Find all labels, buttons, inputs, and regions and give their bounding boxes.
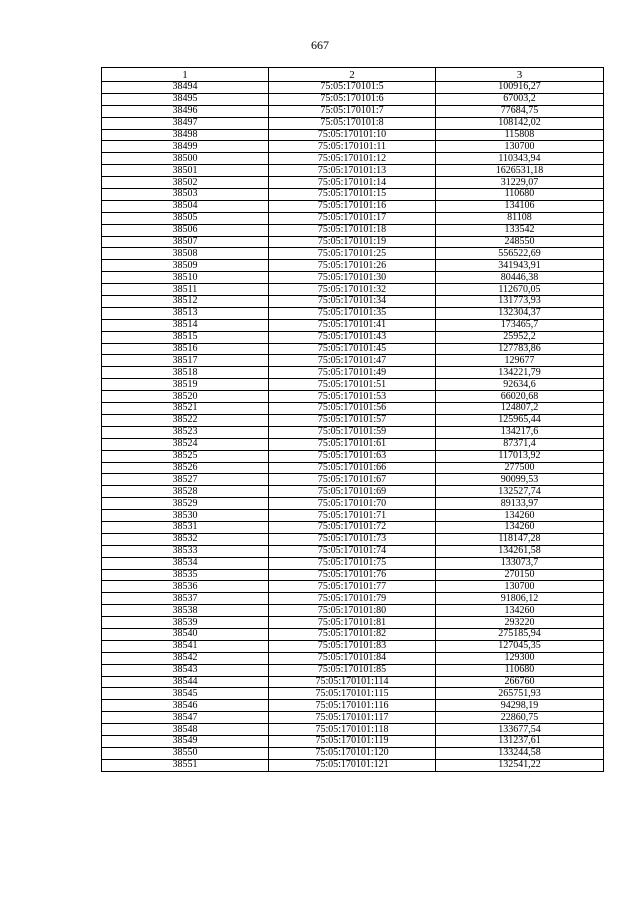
cadastral-number-cell: 75:05:170101:74 <box>269 545 436 557</box>
cadastral-number-cell: 75:05:170101:51 <box>269 379 436 391</box>
cadastral-number-cell: 75:05:170101:12 <box>269 153 436 165</box>
table-row <box>102 510 604 522</box>
table-row <box>102 224 604 236</box>
table-row <box>102 331 604 343</box>
value-cell: 22860,75 <box>436 712 604 724</box>
table-row <box>102 533 604 545</box>
table-row <box>102 129 604 141</box>
row-number-cell: 38518 <box>102 367 269 379</box>
cadastral-number-cell: 75:05:170101:35 <box>269 307 436 319</box>
cadastral-number-cell: 75:05:170101:63 <box>269 450 436 462</box>
row-number-cell: 38515 <box>102 331 269 343</box>
value-cell: 134221,79 <box>436 367 604 379</box>
table-body <box>102 82 604 772</box>
cadastral-number-cell: 75:05:170101:6 <box>269 93 436 105</box>
cadastral-number-cell: 75:05:170101:66 <box>269 462 436 474</box>
table-row <box>102 319 604 331</box>
cadastral-number-cell: 75:05:170101:72 <box>269 521 436 533</box>
cadastral-number-cell: 75:05:170101:30 <box>269 272 436 284</box>
header-cell-3: 3 <box>436 68 604 82</box>
table-row <box>102 652 604 664</box>
cadastral-number-cell: 75:05:170101:41 <box>269 319 436 331</box>
cadastral-number-cell: 75:05:170101:81 <box>269 617 436 629</box>
cadastral-number-cell: 75:05:170101:34 <box>269 296 436 308</box>
row-number-cell: 38535 <box>102 569 269 581</box>
cadastral-number-cell: 75:05:170101:85 <box>269 664 436 676</box>
row-number-cell: 38497 <box>102 117 269 129</box>
row-number-cell: 38531 <box>102 521 269 533</box>
cadastral-number-cell: 75:05:170101:57 <box>269 414 436 426</box>
value-cell: 110343,94 <box>436 153 604 165</box>
row-number-cell: 38509 <box>102 260 269 272</box>
row-number-cell: 38543 <box>102 664 269 676</box>
row-number-cell: 38505 <box>102 212 269 224</box>
row-number-cell: 38501 <box>102 165 269 177</box>
value-cell: 1626531,18 <box>436 165 604 177</box>
row-number-cell: 38510 <box>102 272 269 284</box>
cadastral-number-cell: 75:05:170101:82 <box>269 628 436 640</box>
value-cell: 112670,05 <box>436 284 604 296</box>
value-cell: 133073,7 <box>436 557 604 569</box>
value-cell: 92634,6 <box>436 379 604 391</box>
row-number-cell: 38544 <box>102 676 269 688</box>
value-cell: 25952,2 <box>436 331 604 343</box>
row-number-cell: 38523 <box>102 426 269 438</box>
value-cell: 131237,61 <box>436 735 604 747</box>
row-number-cell: 38540 <box>102 628 269 640</box>
row-number-cell: 38513 <box>102 307 269 319</box>
row-number-cell: 38517 <box>102 355 269 367</box>
table-row <box>102 189 604 201</box>
data-table <box>101 67 604 772</box>
row-number-cell: 38508 <box>102 248 269 260</box>
cadastral-number-cell: 75:05:170101:45 <box>269 343 436 355</box>
table-row <box>102 379 604 391</box>
value-cell: 127783,86 <box>436 343 604 355</box>
cadastral-number-cell: 75:05:170101:115 <box>269 688 436 700</box>
row-number-cell: 38549 <box>102 735 269 747</box>
row-number-cell: 38538 <box>102 605 269 617</box>
cadastral-number-cell: 75:05:170101:11 <box>269 141 436 153</box>
cadastral-number-cell: 75:05:170101:47 <box>269 355 436 367</box>
cadastral-number-cell: 75:05:170101:84 <box>269 652 436 664</box>
row-number-cell: 38537 <box>102 593 269 605</box>
value-cell: 134260 <box>436 521 604 533</box>
value-cell: 131773,93 <box>436 296 604 308</box>
row-number-cell: 38494 <box>102 82 269 94</box>
value-cell: 134217,6 <box>436 426 604 438</box>
value-cell: 129300 <box>436 652 604 664</box>
table-row <box>102 307 604 319</box>
row-number-cell: 38526 <box>102 462 269 474</box>
table-row <box>102 403 604 415</box>
value-cell: 80446,38 <box>436 272 604 284</box>
value-cell: 133244,58 <box>436 747 604 759</box>
cadastral-number-cell: 75:05:170101:117 <box>269 712 436 724</box>
cadastral-number-cell: 75:05:170101:18 <box>269 224 436 236</box>
cadastral-number-cell: 75:05:170101:76 <box>269 569 436 581</box>
row-number-cell: 38539 <box>102 617 269 629</box>
value-cell: 127045,35 <box>436 640 604 652</box>
cadastral-number-cell: 75:05:170101:19 <box>269 236 436 248</box>
table-row <box>102 593 604 605</box>
table-row <box>102 735 604 747</box>
row-number-cell: 38519 <box>102 379 269 391</box>
row-number-cell: 38522 <box>102 414 269 426</box>
row-number-cell: 38496 <box>102 105 269 117</box>
table-row <box>102 521 604 533</box>
table-row <box>102 581 604 593</box>
table-row <box>102 557 604 569</box>
row-number-cell: 38525 <box>102 450 269 462</box>
cadastral-number-cell: 75:05:170101:114 <box>269 676 436 688</box>
table-row <box>102 545 604 557</box>
cadastral-number-cell: 75:05:170101:32 <box>269 284 436 296</box>
table-row <box>102 700 604 712</box>
row-number-cell: 38498 <box>102 129 269 141</box>
table-row <box>102 165 604 177</box>
cadastral-number-cell: 75:05:170101:116 <box>269 700 436 712</box>
row-number-cell: 38499 <box>102 141 269 153</box>
table-row <box>102 105 604 117</box>
cadastral-number-cell: 75:05:170101:75 <box>269 557 436 569</box>
table-row <box>102 724 604 736</box>
cadastral-number-cell: 75:05:170101:119 <box>269 735 436 747</box>
row-number-cell: 38547 <box>102 712 269 724</box>
table-row <box>102 200 604 212</box>
page-number: 667 <box>311 38 329 52</box>
value-cell: 134106 <box>436 200 604 212</box>
row-number-cell: 38527 <box>102 474 269 486</box>
cadastral-number-cell: 75:05:170101:70 <box>269 498 436 510</box>
value-cell: 67003,2 <box>436 93 604 105</box>
table-row <box>102 474 604 486</box>
row-number-cell: 38512 <box>102 296 269 308</box>
value-cell: 265751,93 <box>436 688 604 700</box>
value-cell: 134260 <box>436 605 604 617</box>
value-cell: 132541,22 <box>436 759 604 771</box>
cadastral-number-cell: 75:05:170101:67 <box>269 474 436 486</box>
table-row <box>102 712 604 724</box>
cadastral-number-cell: 75:05:170101:61 <box>269 438 436 450</box>
row-number-cell: 38506 <box>102 224 269 236</box>
cadastral-number-cell: 75:05:170101:8 <box>269 117 436 129</box>
table-row <box>102 664 604 676</box>
cadastral-number-cell: 75:05:170101:80 <box>269 605 436 617</box>
row-number-cell: 38551 <box>102 759 269 771</box>
row-number-cell: 38536 <box>102 581 269 593</box>
table-row <box>102 688 604 700</box>
table-row <box>102 82 604 94</box>
value-cell: 124807,2 <box>436 403 604 415</box>
table-header <box>102 68 604 82</box>
value-cell: 108142,02 <box>436 117 604 129</box>
value-cell: 173465,7 <box>436 319 604 331</box>
table-row <box>102 260 604 272</box>
cadastral-number-cell: 75:05:170101:120 <box>269 747 436 759</box>
row-number-cell: 38545 <box>102 688 269 700</box>
value-cell: 66020,68 <box>436 391 604 403</box>
value-cell: 100916,27 <box>436 82 604 94</box>
value-cell: 130700 <box>436 141 604 153</box>
value-cell: 293220 <box>436 617 604 629</box>
table-row <box>102 153 604 165</box>
row-number-cell: 38532 <box>102 533 269 545</box>
row-number-cell: 38495 <box>102 93 269 105</box>
cadastral-number-cell: 75:05:170101:13 <box>269 165 436 177</box>
header-cell-2: 2 <box>269 68 436 82</box>
row-number-cell: 38533 <box>102 545 269 557</box>
table-row <box>102 426 604 438</box>
row-number-cell: 38500 <box>102 153 269 165</box>
value-cell: 87371,4 <box>436 438 604 450</box>
row-number-cell: 38503 <box>102 189 269 201</box>
table-row <box>102 367 604 379</box>
table-row <box>102 617 604 629</box>
cadastral-number-cell: 75:05:170101:16 <box>269 200 436 212</box>
table-row <box>102 296 604 308</box>
table-row <box>102 605 604 617</box>
cadastral-number-cell: 75:05:170101:121 <box>269 759 436 771</box>
cadastral-number-cell: 75:05:170101:17 <box>269 212 436 224</box>
value-cell: 77684,75 <box>436 105 604 117</box>
table-row <box>102 177 604 189</box>
value-cell: 134260 <box>436 510 604 522</box>
cadastral-number-cell: 75:05:170101:69 <box>269 486 436 498</box>
table-row <box>102 272 604 284</box>
cadastral-number-cell: 75:05:170101:10 <box>269 129 436 141</box>
value-cell: 90099,53 <box>436 474 604 486</box>
row-number-cell: 38520 <box>102 391 269 403</box>
value-cell: 94298,19 <box>436 700 604 712</box>
value-cell: 556522,69 <box>436 248 604 260</box>
value-cell: 31229,07 <box>436 177 604 189</box>
row-number-cell: 38511 <box>102 284 269 296</box>
table-row <box>102 414 604 426</box>
table-row <box>102 141 604 153</box>
cadastral-number-cell: 75:05:170101:7 <box>269 105 436 117</box>
cadastral-number-cell: 75:05:170101:15 <box>269 189 436 201</box>
header-row <box>102 68 604 82</box>
cadastral-number-cell: 75:05:170101:59 <box>269 426 436 438</box>
value-cell: 270150 <box>436 569 604 581</box>
value-cell: 277500 <box>436 462 604 474</box>
table-row <box>102 284 604 296</box>
table-row <box>102 438 604 450</box>
value-cell: 133677,54 <box>436 724 604 736</box>
value-cell: 275185,94 <box>436 628 604 640</box>
row-number-cell: 38546 <box>102 700 269 712</box>
row-number-cell: 38530 <box>102 510 269 522</box>
value-cell: 129677 <box>436 355 604 367</box>
row-number-cell: 38534 <box>102 557 269 569</box>
value-cell: 132304,37 <box>436 307 604 319</box>
cadastral-number-cell: 75:05:170101:25 <box>269 248 436 260</box>
value-cell: 130700 <box>436 581 604 593</box>
row-number-cell: 38528 <box>102 486 269 498</box>
cadastral-number-cell: 75:05:170101:53 <box>269 391 436 403</box>
cadastral-number-cell: 75:05:170101:73 <box>269 533 436 545</box>
row-number-cell: 38548 <box>102 724 269 736</box>
value-cell: 89133,97 <box>436 498 604 510</box>
table-row <box>102 676 604 688</box>
table-row <box>102 759 604 771</box>
value-cell: 134261,58 <box>436 545 604 557</box>
row-number-cell: 38529 <box>102 498 269 510</box>
value-cell: 132527,74 <box>436 486 604 498</box>
row-number-cell: 38521 <box>102 403 269 415</box>
row-number-cell: 38541 <box>102 640 269 652</box>
table-row <box>102 628 604 640</box>
cadastral-number-cell: 75:05:170101:14 <box>269 177 436 189</box>
value-cell: 81108 <box>436 212 604 224</box>
row-number-cell: 38504 <box>102 200 269 212</box>
table-row <box>102 343 604 355</box>
value-cell: 125965,44 <box>436 414 604 426</box>
table-row <box>102 212 604 224</box>
value-cell: 117013,92 <box>436 450 604 462</box>
cadastral-number-cell: 75:05:170101:49 <box>269 367 436 379</box>
row-number-cell: 38502 <box>102 177 269 189</box>
table-row <box>102 117 604 129</box>
table-row <box>102 236 604 248</box>
cadastral-number-cell: 75:05:170101:43 <box>269 331 436 343</box>
table-row <box>102 640 604 652</box>
cadastral-number-cell: 75:05:170101:77 <box>269 581 436 593</box>
value-cell: 110680 <box>436 189 604 201</box>
value-cell: 115808 <box>436 129 604 141</box>
row-number-cell: 38542 <box>102 652 269 664</box>
table-row <box>102 747 604 759</box>
value-cell: 248550 <box>436 236 604 248</box>
table-row <box>102 498 604 510</box>
row-number-cell: 38507 <box>102 236 269 248</box>
value-cell: 91806,12 <box>436 593 604 605</box>
cadastral-number-cell: 75:05:170101:71 <box>269 510 436 522</box>
value-cell: 266760 <box>436 676 604 688</box>
value-cell: 110680 <box>436 664 604 676</box>
cadastral-number-cell: 75:05:170101:118 <box>269 724 436 736</box>
row-number-cell: 38524 <box>102 438 269 450</box>
table-row <box>102 391 604 403</box>
row-number-cell: 38514 <box>102 319 269 331</box>
table-row <box>102 450 604 462</box>
cadastral-number-cell: 75:05:170101:56 <box>269 403 436 415</box>
row-number-cell: 38516 <box>102 343 269 355</box>
table-row <box>102 569 604 581</box>
table-row <box>102 355 604 367</box>
table-row <box>102 93 604 105</box>
cadastral-number-cell: 75:05:170101:83 <box>269 640 436 652</box>
table-row <box>102 486 604 498</box>
cadastral-number-cell: 75:05:170101:5 <box>269 82 436 94</box>
value-cell: 341943,91 <box>436 260 604 272</box>
value-cell: 118147,28 <box>436 533 604 545</box>
header-cell-1: 1 <box>102 68 269 82</box>
table-row <box>102 462 604 474</box>
cadastral-number-cell: 75:05:170101:26 <box>269 260 436 272</box>
cadastral-number-cell: 75:05:170101:79 <box>269 593 436 605</box>
row-number-cell: 38550 <box>102 747 269 759</box>
value-cell: 133542 <box>436 224 604 236</box>
table-row <box>102 248 604 260</box>
